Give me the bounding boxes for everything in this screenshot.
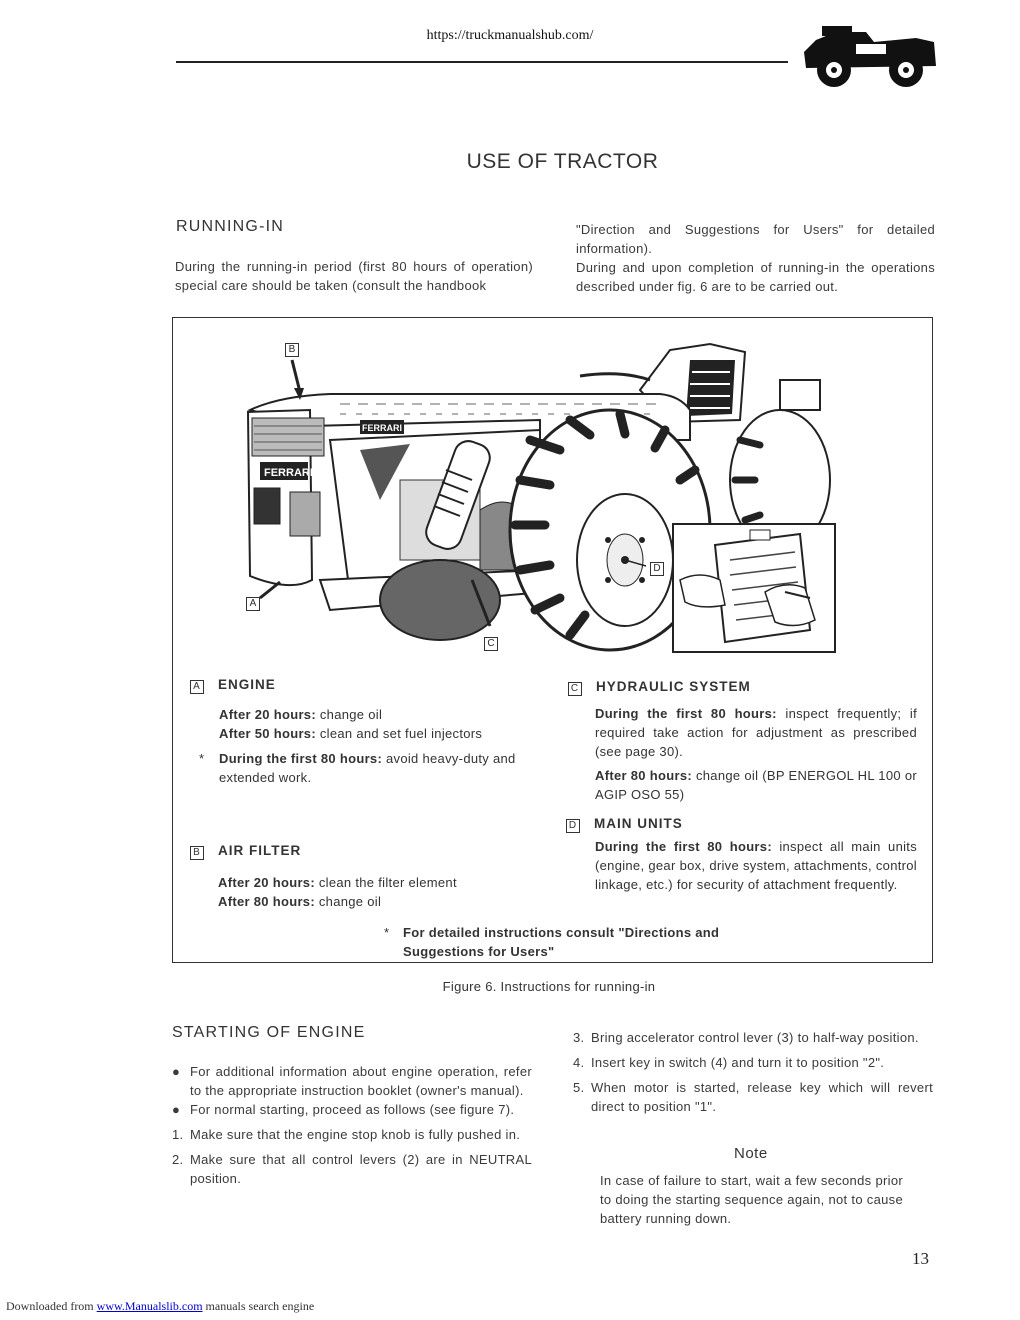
note-text: In case of failure to start, wait a few seconds prior to doing the starting sequence again, not to cause battery running down. <box>600 1173 903 1226</box>
running-in-text-right-1: "Direction and Suggestions for Users" for detailed information). <box>576 222 935 256</box>
list-item: ● For normal starting, proceed as follows (see figure 7). <box>172 1102 515 1117</box>
list-item: ● For additional information about engine operation, refer to the appropriate instruction booklet (owner's manual). <box>172 1064 532 1098</box>
engine-star-item: * During the first 80 hours: avoid heavy-duty and extended work. <box>199 751 516 785</box>
running-in-text-right-2: During and upon completion of running-in the operations described under fig. 6 are to be carried out. <box>576 260 935 294</box>
figure-label-d: D <box>650 562 664 576</box>
manualslib-link[interactable]: www.Manualslib.com <box>96 1299 203 1313</box>
starting-list-right <box>573 1028 933 1116</box>
note-heading: Note <box>734 1145 768 1162</box>
list-item: 3. Bring accelerator control lever (3) to half-way position. <box>573 1030 919 1045</box>
figure-footnote: * For detailed instructions consult "Directions and Suggestions for Users" <box>384 925 720 959</box>
figure-label-b: B <box>285 343 299 357</box>
footer: Downloaded from www.Manualslib.com manuals search engine <box>6 1299 315 1313</box>
figure-label-c: C <box>484 637 498 651</box>
air-filter-title: B AIR FILTER <box>190 843 301 860</box>
running-in-text-left: During the running-in period (first 80 hours of operation) special care should be taken (consult the handbook <box>175 259 533 293</box>
list-item: 5. When motor is started, release key which will revert direct to position "1". <box>573 1080 933 1114</box>
main-units-items: During the first 80 hours: inspect all main units (engine, gear box, drive system, attachments, control linkage, etc.) for security of attachment frequently. <box>595 839 917 892</box>
hydraulic-label: C <box>568 682 582 696</box>
svg-text:FERRARI: FERRARI <box>264 467 313 479</box>
starting-heading: STARTING OF ENGINE <box>172 1024 366 1041</box>
engine-items: After 20 hours: change oil After 50 hours: clean and set fuel injectors <box>219 707 483 741</box>
svg-text:FERRARI: FERRARI <box>362 423 402 433</box>
list-item: 1. Make sure that the engine stop knob is fully pushed in. <box>172 1127 521 1142</box>
main-units-title: D MAIN UNITS <box>566 816 683 833</box>
page-number: 13 <box>912 1249 929 1268</box>
header-rule <box>176 61 788 63</box>
tractor-logo-icon <box>796 22 942 92</box>
running-in-heading: RUNNING-IN <box>176 218 284 235</box>
air-filter-items: After 20 hours: clean the filter element After 80 hours: change oil <box>218 875 457 909</box>
main-units-label: D <box>566 819 580 833</box>
list-item: 4. Insert key in switch (4) and turn it to position "2". <box>573 1055 885 1070</box>
list-item: 2. Make sure that all control levers (2) are in NEUTRAL position. <box>172 1152 532 1186</box>
figure-label-a: A <box>246 597 260 611</box>
hydraulic-title: C HYDRAULIC SYSTEM <box>568 679 751 696</box>
tractor-illustration <box>240 330 850 660</box>
engine-label: A <box>190 680 204 694</box>
air-filter-label: B <box>190 846 204 860</box>
page-title: USE OF TRACTOR <box>466 150 659 173</box>
engine-title: A ENGINE <box>190 677 276 694</box>
figure-caption: Figure 6. Instructions for running-in <box>442 979 656 994</box>
hydraulic-items: During the first 80 hours: inspect frequently; if required take action for adjustment as prescribed (see page 30). After 80 hours: change oil (BP ENERGOL HL 100 or AGIP OSO 55) <box>595 706 917 802</box>
starting-list <box>172 1062 532 1188</box>
header-url: https://truckmanualshub.com/ <box>426 28 594 43</box>
